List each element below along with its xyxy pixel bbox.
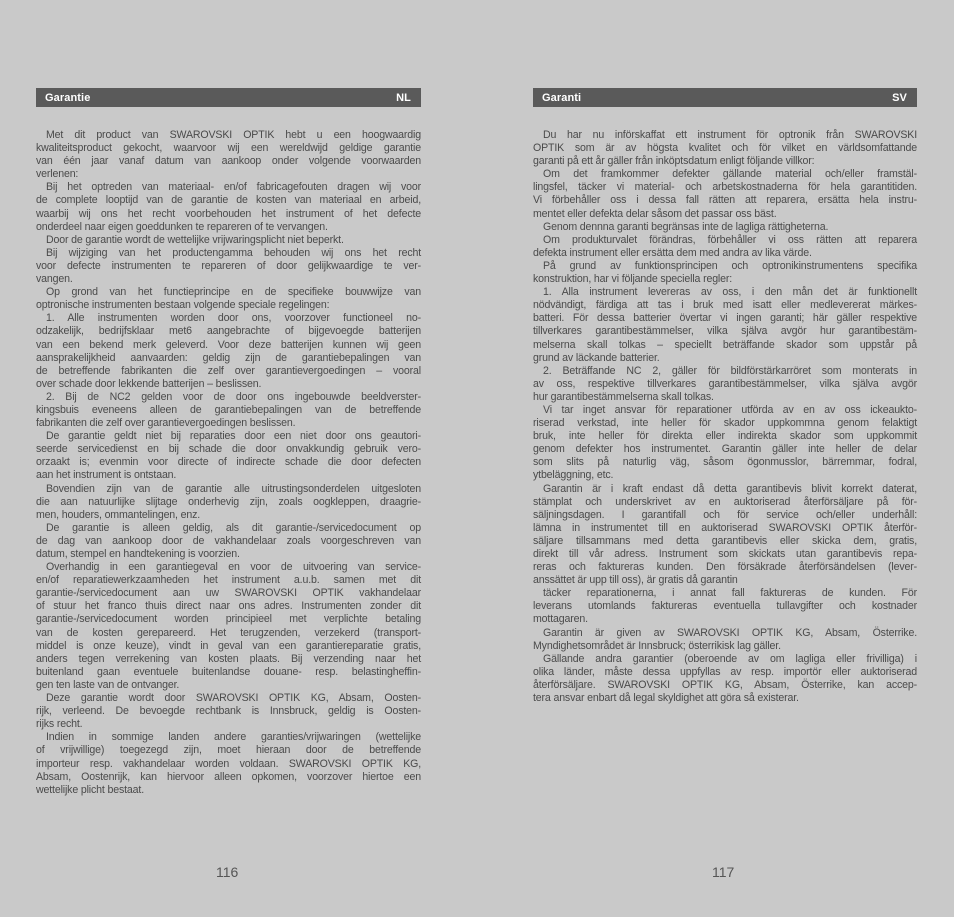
text-line: onderdeel naar eigen goeddunken te repareren of te vervangen. [36,220,328,233]
text-line: Du har nu införskaffat ett instrument för optronik från SWAROVSKI [543,129,917,141]
text-line: hur garantibestämmelserna skall tolkas. [533,390,714,403]
section-title: Garanti [542,91,582,104]
page-number: 116 [216,864,239,880]
text-line: gen ten laste van de ontvanger. [36,678,180,691]
page-number: 117 [712,864,735,880]
paragraph [36,312,421,391]
section-header-sv [533,88,917,107]
text-line: buitenland gaan eventuele buitenlandse douane- resp. belastingheffin- [36,665,421,678]
text-line: garantie-/servicedocument worden principieel met verplichte betaling [36,613,421,626]
text-line: Om produkturvalet förändras, förbehåller vi oss rätten att reparera [543,233,917,246]
paragraph [36,522,421,561]
text-line: Door de garantie wordt de wettelijke vrijwaringsplicht niet beperkt. [46,233,344,246]
text-line: de betreffende fabrikanten die zelf over garantievergoedingen – vooral [36,364,421,377]
text-line: anders tegen verrekening van kosten plaats. Bij verzending naar het [36,652,421,665]
text-line: 1. Alla instrument levereras av oss, i den mån det är funktionellt [543,286,917,299]
text-line: verlenen: [36,168,79,181]
text-line: 1. Alle instrumenten worden door ons, voorzover functioneel no- [46,312,421,325]
text-line: Op grond van het functieprincipe en de specifieke bouwwijze van [46,286,421,299]
paragraph [36,129,421,181]
text-line: Gällande andra garantier (oberoende av om lagliga eller frivilliga) i [543,652,917,665]
paragraph [533,587,917,626]
page-nl [36,88,421,797]
paragraph [533,260,917,286]
paragraph [533,483,917,588]
paragraph [36,692,421,731]
paragraph [36,731,421,796]
text-line: bruk, inte heller för direkta eller indirekta skador som uppkommit [533,430,917,443]
text-line: lämna in instrumentet till en auktoriserad SWAROVSKI OPTIK återför- [533,521,917,534]
text-line: säljningsdagen. I garantifall och för service och/eller underhåll: [533,508,917,521]
text-line: men, houders, ommantelingen, enz. [36,508,201,521]
text-line: Bij het optreden van materiaal- en/of fabricagefouten dragen wij voor [46,181,421,194]
text-line: Om det framkommer defekter gällande material och/eller framstäl- [543,168,917,181]
text-line: genom defekter hos instrumentet. Garantin gäller inte heller de delar [533,443,917,456]
text-line: die aan natuurlijke slijtage onderhevig zijn, zoals oogkleppen, draagrie- [36,495,421,508]
section-header-nl [36,88,421,107]
text-line: Overhandig in een garantiegeval en voor de uitvoering van service- [46,561,421,574]
text-line: reras och faktureras kunden. Den försäkrade återförsändelsen (lever- [533,561,917,574]
text-line: wettelijke plicht bestaat. [36,783,144,796]
paragraph [533,627,917,653]
text-line: De garantie geldt niet bij reparaties door een niet door ons geautori- [46,430,421,443]
text-line: stämplat och underskrivet av en auktoriserad återförsäljare på för- [533,495,917,508]
text-line: riserad verkstad, inte heller för skador uppkommna genom felaktigt [533,417,917,430]
text-line: en/of reparatiewerkzaamheden het instrument a.u.b. samen met dit [36,574,421,587]
text-line: Bij wijziging van het productengamma behouden wij ons het recht [46,246,421,259]
text-line: datum, stempel en handtekening is voorzien. [36,548,240,560]
text-line: Garantin är given av SWAROVSKI OPTIK KG, Absam, Österrike. [543,626,917,639]
text-line: täcker reparationerna, i annat fall faktureras de kunden. För [543,587,917,600]
text-line: tillverkares garantibestämmelser, vilka själva avgör hur garantibestäm- [533,325,917,338]
text-line: of stuur het franco thuis direct naar ons adres. Instrumenten zonder dit [36,600,421,613]
text-line: mottagaren. [533,613,588,626]
paragraph [36,391,421,430]
text-line: batteri. För dessa batterier övertar vi ingen garanti; här gäller respektive [533,312,917,325]
text-line: over schade door lekkende batterijen – beslissen. [36,377,262,390]
warranty-text-nl [36,129,421,797]
text-line: Indien in sommige landen andere garanties/vrijwaringen (wettelijke [46,731,421,744]
text-line: anssättet är upp till oss), är gratis då garantin [533,574,738,587]
language-code: SV [892,91,907,104]
text-line: OPTIK som är av högsta kvalitet och för vilket en världsomfattande [533,142,917,155]
paragraph [533,365,917,404]
text-line: som slits på naturlig väg, såsom ögonmusslor, bärremmar, fodral, [533,456,917,469]
text-line: Absam, Oostenrijk, kan hiervoor alleen opkomen, voorzover hiertoe een [36,770,421,783]
text-line: de complete looptijd van de garantie de kosten van materiaal en arbeid, [36,194,421,207]
text-line: direkt till vår adress. Instrument som skickats utan garantibevis repa- [533,548,917,560]
text-line: Vi förbehåller oss i dessa fall rätten att reparera, ersätta hela instru- [533,194,917,207]
text-line: nödvändigt, färdiga att tas i bruk med isatt eller medlevererat märkes- [533,299,917,312]
paragraph [533,129,917,168]
text-line: seerde servicedienst en bij schade die door onvakkundig gebruik vero- [36,443,421,456]
text-line: Deze garantie wordt door SWAROVSKI OPTIK KG, Absam, Oosten- [46,692,421,705]
paragraph [533,168,917,220]
text-line: voor defecte instrumenten te repareren of door gelijkwaardige te ver- [36,259,421,272]
paragraph [36,286,421,312]
page-sv [533,88,917,705]
text-line: Vi tar inget ansvar för reparationer utförda av en av oss ickeaukto- [543,403,917,416]
text-line: de dag van aankoop door de vakhandelaar zoals voorgeschreven van [36,534,421,547]
text-line: lingsfel, täcker vi material- och arbetskostnaderna för hela garantitiden. [533,181,917,194]
text-line: De garantie is alleen geldig, als dit garantie-/servicedocument op [46,521,421,534]
paragraph [36,234,421,247]
text-line: 2. Bij de NC2 gelden voor de door ons ingebouwde beeldverster- [46,390,421,403]
text-line: melserna skall tolkas – speciellt beträffande skador som uppstår på [533,338,917,351]
text-line: orzaakt is; evenmin voor directe of indirecte schade die door defecten [36,456,421,469]
text-line: van de kosten gerepareerd. Het terugzenden, verzekerd (transport- [36,626,421,639]
text-line: olika länder, måste dessa uppfyllas av resp. importör eller auktoriserad [533,665,917,678]
text-line: middel is onze keuze), vindt in geval van een garantiereparatie gratis, [36,639,421,652]
text-line: mentet eller defekta delar såsom det passar oss bäst. [533,207,777,220]
text-line: defekta instrument eller ersätta dem med andra av lika värde. [533,246,812,259]
paragraph [533,404,917,483]
text-line: kwaliteitsproduct gekocht, waarvoor wij een wereldwijd geldige garantie [36,142,421,155]
text-line: kingsbuis eveneens alleen de garantiebepalingen van de betreffende [36,403,421,416]
text-line: waarbij wij ons het recht voorbehouden het instrument of het defecte [36,207,421,220]
text-line: optronische instrumenten bestaan volgende speciale regelingen: [36,299,330,312]
text-line: grund av läckande batterier. [533,351,660,364]
text-line: fabrikanten die zelf over garantievergoedingen beslissen. [36,417,296,430]
paragraph [36,561,421,692]
text-line: 2. Beträffande NC 2, gäller för bildförstärkarröret som monterats in [543,364,917,377]
paragraph [533,221,917,234]
text-line: leverans utomlands faktureras eventuella tullavgifter och kostnader [533,600,917,613]
paragraph [36,181,421,233]
text-line: av oss, respektive tillverkares garantibestämmelser, vilka själva avgör [533,377,917,390]
text-line: garantie-/servicedocument aan uw SWAROVSKI OPTIK vakhandelaar [36,587,421,600]
warranty-text-sv [533,129,917,705]
text-line: säljare tillsammans med detta garantibevis eller skicka dem, gratis, [533,534,917,547]
text-line: rijk, verleend. De bevoegde rechtbank is Innsbruck, geldig is Oosten- [36,705,421,718]
paragraph [533,286,917,365]
paragraph [533,653,917,705]
text-line: vangen. [36,273,73,286]
text-line: tera ansvar enbart då legal skyldighet att göra så existerar. [533,692,799,705]
text-line: Myndighetsområdet är Innsbruck; österrikisk lag gäller. [533,639,781,652]
text-line: garanti på ett år gäller från inköptsdatum enligt följande villkor: [533,155,815,168]
text-line: aan het instrument is ontstaan. [36,469,177,482]
text-line: konstruktion, har vi följande speciella regler: [533,273,733,286]
text-line: importeur resp. vakhandelaar worden voldaan. SWAROVSKI OPTIK KG, [36,757,421,770]
paragraph [533,234,917,260]
paragraph [36,247,421,286]
paragraph [36,483,421,522]
text-line: Bovendien zijn van de garantie alle uitrustingsonderdelen uitgesloten [46,482,421,495]
language-code: NL [396,91,411,104]
text-line: Genom dennna garanti begränsas inte de lagliga rättigheterna. [543,220,829,233]
text-line: Garantin är i kraft endast då detta garantibevis blivit korrekt daterat, [543,482,917,495]
text-line: aansprakelijkheid aanvaarden: geldig zijn de garantiebepalingen van [36,351,421,364]
text-line: ytbeläggning, etc. [533,469,614,482]
paragraph [36,430,421,482]
text-line: of vrijwillige) toegezegd zijn, moet hieraan door de betreffende [36,744,421,757]
section-title: Garantie [45,91,91,104]
text-line: På grund av funktionsprincipen och optronikinstrumentens specifika [543,259,917,272]
text-line: van één jaar vanaf datum van aankoop onder volgende voorwaarden [36,155,421,168]
text-line: van een bekend merk geleverd. Voor deze batterijen kunnen wij geen [36,338,421,351]
text-line: odzakelijk, bedrijfsklaar met6 aangebrachte of bijgevoegde batterijen [36,325,421,338]
text-line: återförsäljare. SWAROVSKI OPTIK KG, Absam, Österrike, kan accep- [533,678,917,691]
text-line: rijks recht. [36,718,83,731]
text-line: Met dit product van SWAROVSKI OPTIK hebt u een hoogwaardig [46,129,421,141]
